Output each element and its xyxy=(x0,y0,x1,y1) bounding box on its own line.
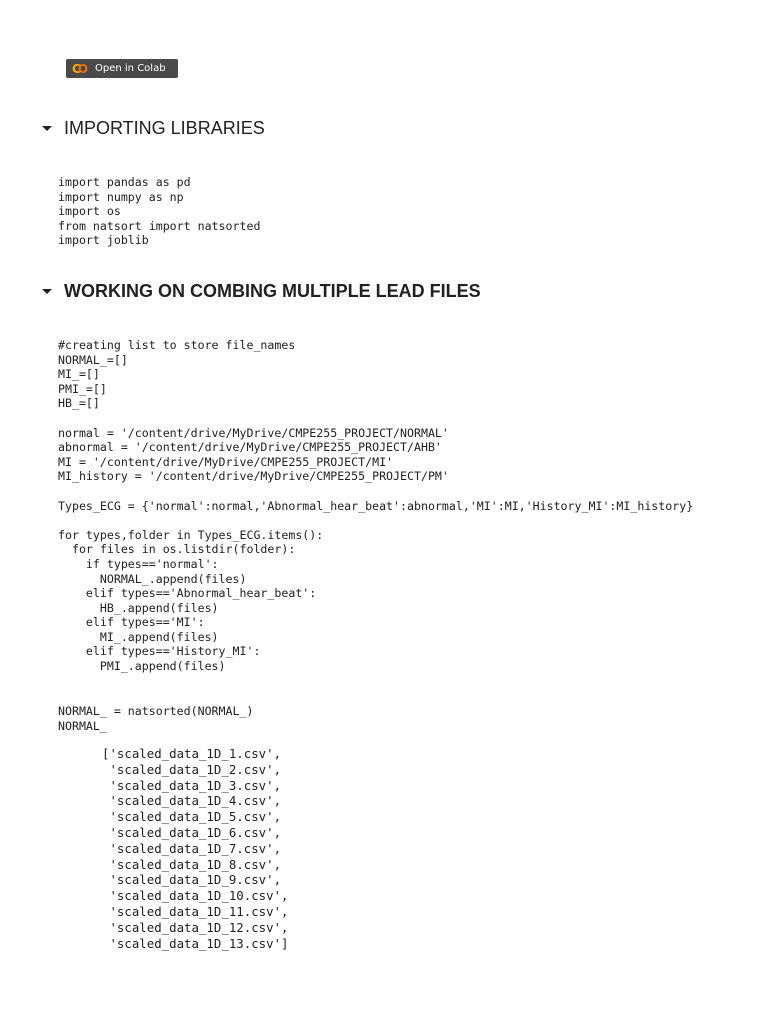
code-cell-natsort[interactable]: NORMAL_ = natsorted(NORMAL_) NORMAL_ xyxy=(58,704,254,733)
code-cell-imports[interactable]: import pandas as pd import numpy as np import os from natsort import natsorted import joblib xyxy=(58,175,261,248)
caret-down-icon[interactable] xyxy=(42,126,52,131)
section-title: IMPORTING LIBRARIES xyxy=(64,118,265,138)
colab-badge-label: Open in Colab xyxy=(95,63,166,74)
cell-output-natsort: ['scaled_data_1D_1.csv', 'scaled_data_1D_2.csv', 'scaled_data_1D_3.csv', 'scaled_data_1D_4.csv', 'scaled_data_1D_5.csv', 'scaled_data_1D_6.csv', 'scaled_data_1D_7.csv', 'scaled_data_1D_8.csv', 'scaled_data_1D_9.csv', 'scaled_data_1D_10.csv', 'scaled_data_1D_11.csv', 'scaled_data_1D_12.csv', 'scaled_data_1D_13.csv'] xyxy=(102,746,289,951)
colab-logo-icon: C O xyxy=(72,61,86,76)
section-header-importing-libraries[interactable] xyxy=(42,118,265,139)
section-title: WORKING ON COMBING MULTIPLE LEAD FILES xyxy=(64,281,481,301)
open-in-colab-badge[interactable] xyxy=(66,59,178,78)
section-header-combining-files[interactable] xyxy=(42,281,481,302)
caret-down-icon[interactable] xyxy=(42,289,52,294)
code-cell-combine-files[interactable]: #creating list to store file_names NORMAL_=[] MI_=[] PMI_=[] HB_=[] normal = '/content/drive/MyDrive/CMPE255_PROJECT/NORMAL' abnormal = '/content/drive/MyDrive/CMPE255_PROJECT/AHB' MI = '/content/drive/MyDrive/CMPE255_PROJECT/MI' MI_history = '/content/drive/MyDrive/CMPE255_PROJECT/PM' Types_ECG = {'normal':normal,'Abnormal_hear_beat':abnormal,'MI':MI,'History_MI':MI_history} for types,folder in Types_ECG.items(): for files in os.listdir(folder): if types=='normal': NORMAL_.append(files) elif types=='Abnormal_hear_beat': HB_.append(files) elif types=='MI': MI_.append(files) elif types=='History_MI': PMI_.append(files) xyxy=(58,338,694,674)
